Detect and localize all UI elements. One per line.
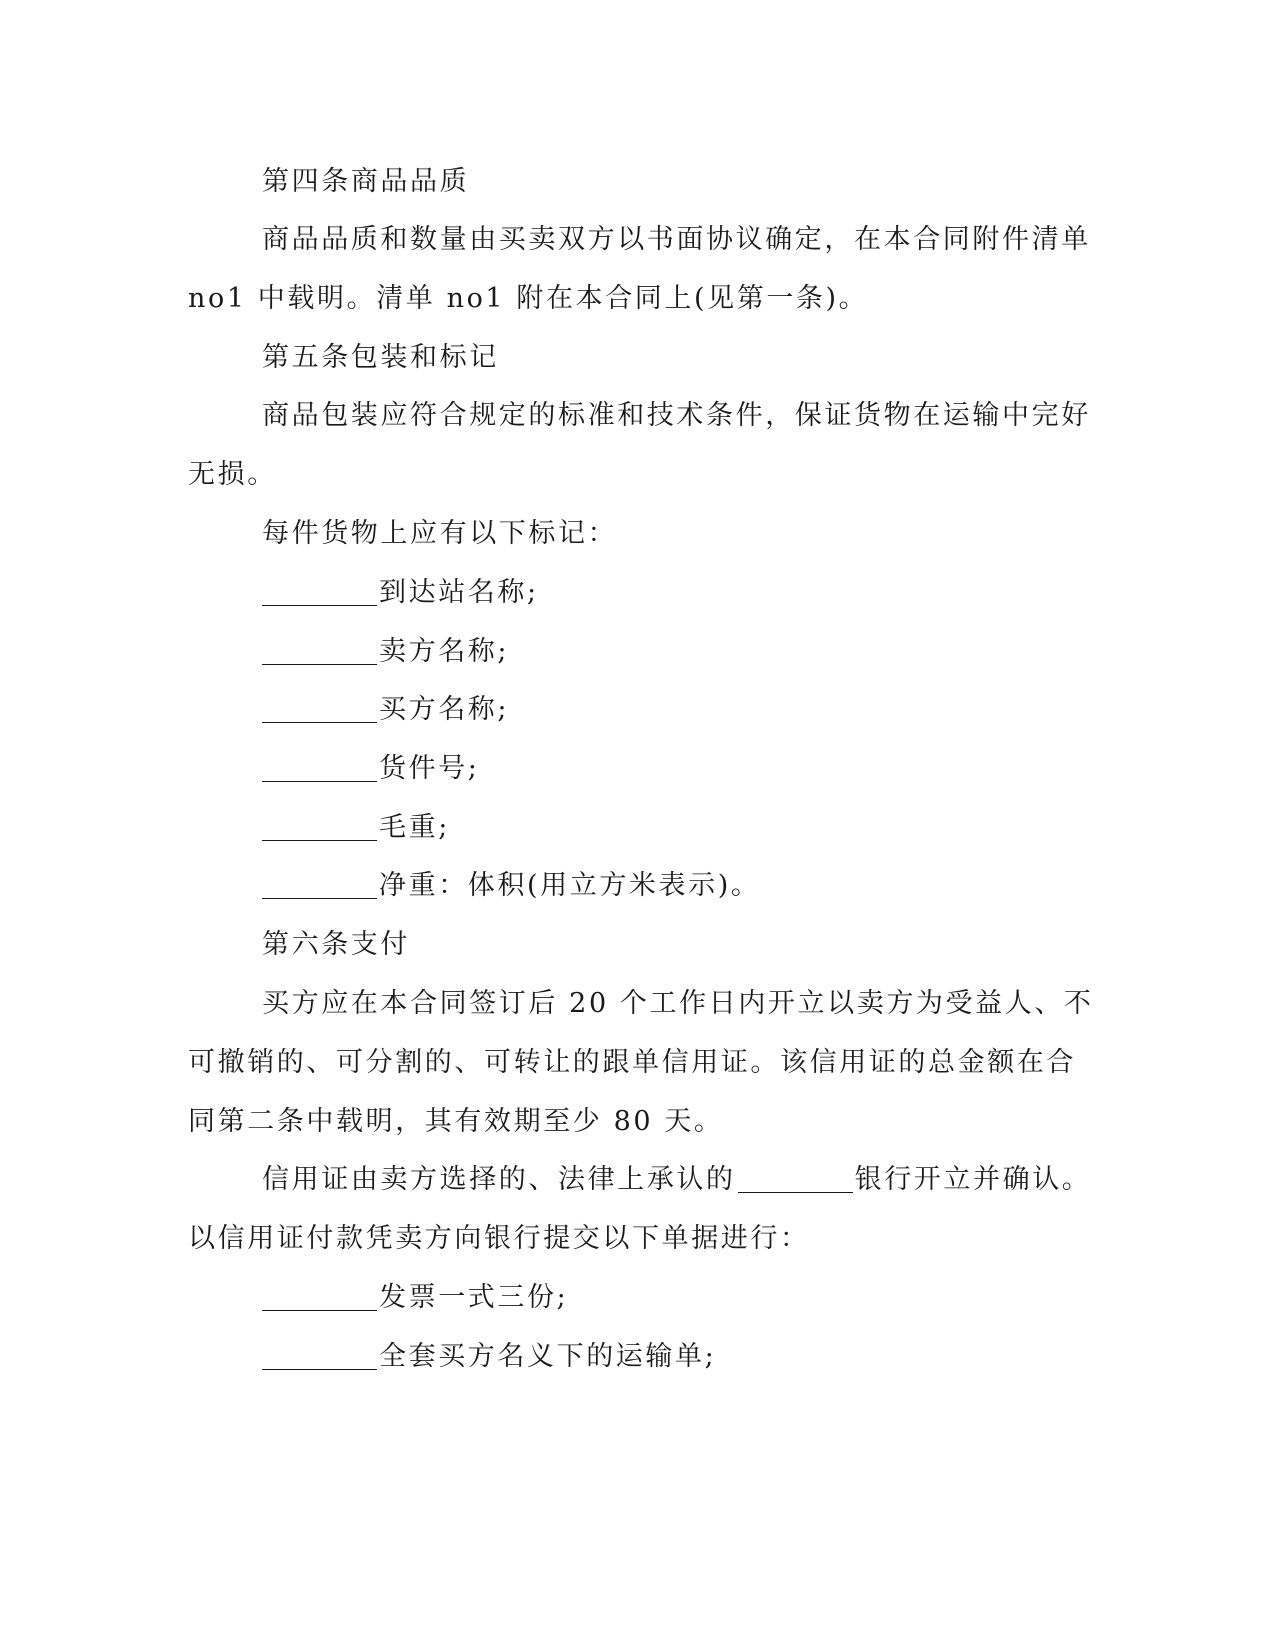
document-item (262, 1339, 716, 1375)
article-4-paragraph-line-1: 商品品质和数量由买卖双方以书面协议确定，在本合同附件清单 (262, 224, 1091, 255)
fill-in-blank (262, 868, 377, 899)
mark-item-label: 到达站名称; (379, 577, 539, 608)
article-6-paragraph-line-2: 可撤销的、可分割的、可转让的跟单信用证。该信用证的总金额在合 (188, 1047, 1076, 1078)
mark-item (262, 634, 509, 670)
article-5-paragraph-line-1: 商品包装应符合规定的标准和技术条件，保证货物在运输中完好 (262, 400, 1091, 431)
article-5-paragraph-line-2: 无损。 (188, 459, 277, 490)
mark-item-label: 货件号; (379, 753, 480, 784)
fill-in-blank (262, 751, 377, 782)
mark-item-label: 毛重; (379, 812, 450, 843)
mark-item-label: 买方名称; (379, 694, 510, 725)
fill-in-blank (262, 1339, 377, 1370)
document-item-label: 全套买方名义下的运输单; (379, 1341, 717, 1372)
mark-item (262, 751, 480, 787)
article-5-heading: 第五条包装和标记 (262, 342, 499, 373)
article-5-marks-intro: 每件货物上应有以下标记： (262, 518, 618, 549)
mark-item-label: 卖方名称; (379, 636, 510, 667)
paragraph-text: 信用证由卖方选择的、法律上承认的 (262, 1164, 736, 1195)
article-4-paragraph-line-2: no1 中载明。清单 no1 附在本合同上(见第一条)。 (188, 283, 869, 314)
fill-in-blank (262, 1280, 377, 1311)
fill-in-blank (262, 692, 377, 723)
fill-in-blank (262, 810, 377, 841)
bank-name-blank (738, 1162, 853, 1193)
mark-item-label: 净重：体积(用立方米表示)。 (379, 870, 761, 901)
article-6-heading: 第六条支付 (262, 929, 410, 960)
fill-in-blank (262, 634, 377, 665)
mark-item (262, 692, 509, 728)
article-4-heading: 第四条商品品质 (262, 166, 470, 197)
article-6-paragraph-line-1: 买方应在本合同签订后 20 个工作日内开立以卖方为受益人、不 (262, 988, 1094, 1019)
paragraph-text: 银行开立并确认。 (854, 1164, 1092, 1195)
document-item-label: 发票一式三份; (379, 1282, 569, 1313)
mark-item (262, 575, 539, 611)
article-6-paragraph-line-3: 同第二条中载明，其有效期至少 80 天。 (188, 1106, 724, 1137)
document-item (262, 1280, 568, 1316)
mark-item (262, 810, 450, 846)
article-6-paragraph-2-line-2: 以信用证付款凭卖方向银行提交以下单据进行： (188, 1223, 810, 1254)
article-6-paragraph-2-line-1 (262, 1162, 1091, 1198)
mark-item (262, 868, 760, 904)
fill-in-blank (262, 575, 377, 606)
